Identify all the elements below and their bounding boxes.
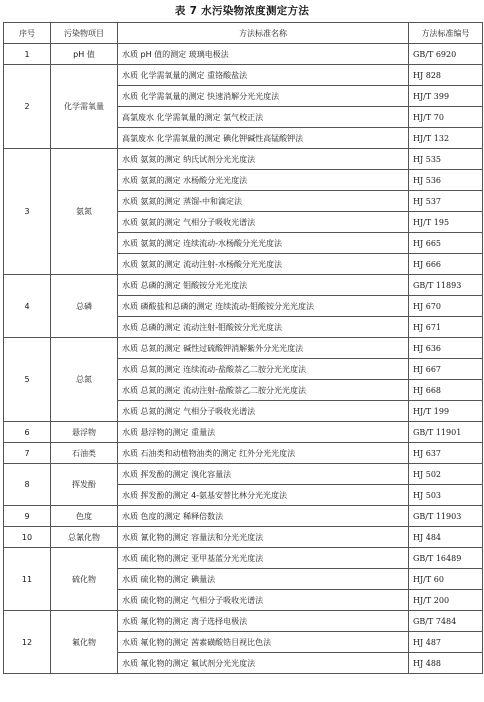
method-code: HJ 665 [409,233,483,254]
pollutant-name: 化学需氧量 [51,65,118,149]
method-code: HJ/T 399 [409,86,483,107]
table-row [4,464,483,485]
table-row [4,44,483,65]
method-name: 水质 硫化物的测定 气相分子吸收光谱法 [118,590,409,611]
method-code: HJ 667 [409,359,483,380]
method-name: 水质 化学需氧量的测定 快速消解分光光度法 [118,86,409,107]
pollutant-name: 硫化物 [51,548,118,611]
table-row [4,275,483,296]
row-index: 8 [4,464,51,506]
pollutant-name: 氨氮 [51,149,118,275]
method-name: 水质 化学需氧量的测定 重铬酸盐法 [118,65,409,86]
method-name: 水质 总氮的测定 碱性过硫酸钾消解紫外分光光度法 [118,338,409,359]
table-header [4,23,483,44]
method-name: 水质 氟化物的测定 茜素磺酸锆目视比色法 [118,632,409,653]
method-code: HJ 670 [409,296,483,317]
row-index: 1 [4,44,51,65]
method-code: GB/T 11903 [409,506,483,527]
method-name: 水质 氨氮的测定 流动注射-水杨酸分光光度法 [118,254,409,275]
method-code: HJ/T 200 [409,590,483,611]
table-row [4,611,483,632]
table-title: 表 7 水污染物浓度测定方法 [174,5,310,17]
header-row [4,23,483,44]
method-code: HJ/T 195 [409,212,483,233]
method-name: 水质 磷酸盐和总磷的测定 连续流动-钼酸铵分光光度法 [118,296,409,317]
method-code: HJ 637 [409,443,483,464]
table-row [4,443,483,464]
method-code: HJ 636 [409,338,483,359]
row-index: 4 [4,275,51,338]
method-code: HJ 537 [409,191,483,212]
table-row [4,65,483,86]
method-code: HJ 671 [409,317,483,338]
method-name: 水质 总氮的测定 连续流动-盐酸萘乙二胺分光光度法 [118,359,409,380]
method-name: 水质 总磷的测定 流动注射-钼酸铵分光光度法 [118,317,409,338]
method-code: HJ 503 [409,485,483,506]
method-code: HJ 502 [409,464,483,485]
method-name: 水质 氨氮的测定 蒸馏-中和滴定法 [118,191,409,212]
method-code: HJ/T 199 [409,401,483,422]
table-body [4,44,483,674]
method-code: GB/T 7484 [409,611,483,632]
method-code: HJ 487 [409,632,483,653]
method-code: HJ 484 [409,527,483,548]
header-index: 序号 [4,23,51,44]
header-method-code: 方法标准编号 [409,23,483,44]
header-method-name: 方法标准名称 [118,23,409,44]
method-name: 水质 总氮的测定 流动注射-盐酸萘乙二胺分光光度法 [118,380,409,401]
method-name: 水质 pH 值的测定 玻璃电极法 [118,44,409,65]
row-index: 12 [4,611,51,674]
method-code: HJ/T 60 [409,569,483,590]
table-row [4,506,483,527]
method-code: HJ/T 132 [409,128,483,149]
method-name: 高氯废水 化学需氧量的测定 碘化钾碱性高锰酸钾法 [118,128,409,149]
method-name: 水质 氰化物的测定 容量法和分光光度法 [118,527,409,548]
row-index: 7 [4,443,51,464]
pollutant-method-table [3,22,483,674]
pollutant-name: 色度 [51,506,118,527]
row-index: 3 [4,149,51,275]
method-code: GB/T 11901 [409,422,483,443]
method-name: 水质 氨氮的测定 纳氏试剂分光光度法 [118,149,409,170]
row-index: 10 [4,527,51,548]
row-index: 9 [4,506,51,527]
pollutant-name: 总磷 [51,275,118,338]
method-name: 水质 硫化物的测定 亚甲基蓝分光光度法 [118,548,409,569]
method-code: GB/T 16489 [409,548,483,569]
method-name: 水质 氟化物的测定 氟试剂分光光度法 [118,653,409,674]
method-code: GB/T 11893 [409,275,483,296]
method-name: 水质 总氮的测定 气相分子吸收光谱法 [118,401,409,422]
method-name: 水质 挥发酚的测定 溴化容量法 [118,464,409,485]
method-name: 水质 悬浮物的测定 重量法 [118,422,409,443]
method-name: 水质 石油类和动植物油类的测定 红外分光光度法 [118,443,409,464]
pollutant-name: 挥发酚 [51,464,118,506]
method-code: HJ/T 70 [409,107,483,128]
pollutant-name: 氟化物 [51,611,118,674]
method-code: HJ 535 [409,149,483,170]
method-name: 水质 硫化物的测定 碘量法 [118,569,409,590]
method-code: HJ 488 [409,653,483,674]
pollutant-name: 总氰化物 [51,527,118,548]
method-name: 高氯废水 化学需氧量的测定 氯气校正法 [118,107,409,128]
pollutant-name: 石油类 [51,443,118,464]
method-name: 水质 色度的测定 稀释倍数法 [118,506,409,527]
method-code: HJ 666 [409,254,483,275]
method-code: HJ 536 [409,170,483,191]
table-row [4,149,483,170]
row-index: 2 [4,65,51,149]
table-row [4,548,483,569]
table-row [4,527,483,548]
method-name: 水质 氨氮的测定 水杨酸分光光度法 [118,170,409,191]
row-index: 6 [4,422,51,443]
method-name: 水质 氨氮的测定 连续流动-水杨酸分光光度法 [118,233,409,254]
method-code: GB/T 6920 [409,44,483,65]
row-index: 5 [4,338,51,422]
row-index: 11 [4,548,51,611]
method-name: 水质 挥发酚的测定 4-氨基安替比林分光光度法 [118,485,409,506]
table-row [4,422,483,443]
method-name: 水质 氟化物的测定 离子选择电极法 [118,611,409,632]
pollutant-name: 悬浮物 [51,422,118,443]
pollutant-name: pH 值 [51,44,118,65]
method-name: 水质 总磷的测定 钼酸铵分光光度法 [118,275,409,296]
pollutant-name: 总氮 [51,338,118,422]
header-pollutant: 污染物项目 [51,23,118,44]
method-code: HJ 668 [409,380,483,401]
method-name: 水质 氨氮的测定 气相分子吸收光谱法 [118,212,409,233]
table-row [4,338,483,359]
method-code: HJ 828 [409,65,483,86]
